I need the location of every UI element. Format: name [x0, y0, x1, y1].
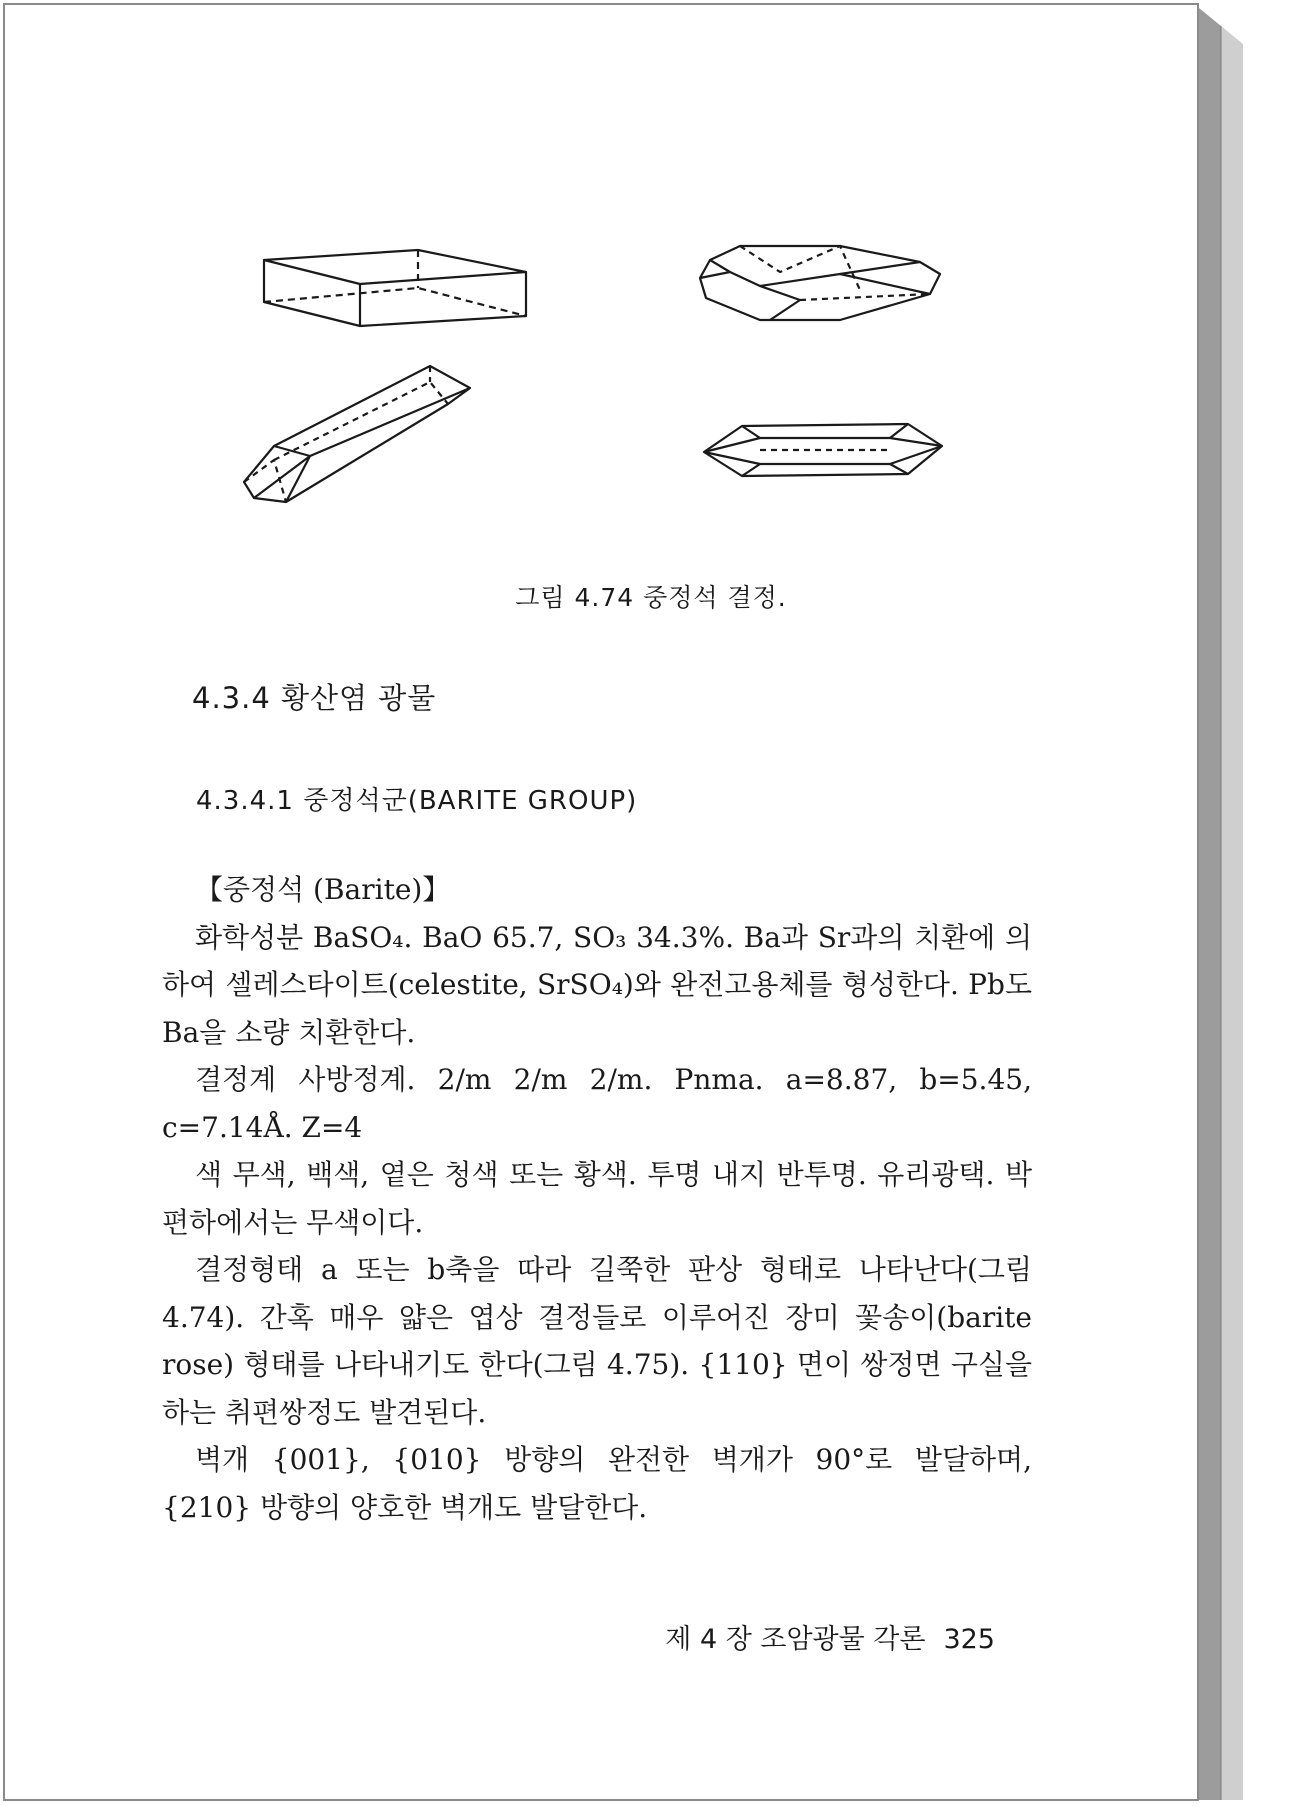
- prismatic-crystal-oblique: [244, 366, 470, 502]
- page-footer: [665, 1617, 995, 1656]
- section-heading: 4.3.4 황산염 광물: [192, 681, 437, 715]
- figure-caption: 그림 4.74 중정석 결정.: [515, 583, 787, 612]
- figure-crystals: [240, 230, 960, 550]
- mineral-title: 【중정석 (Barite)】: [195, 873, 451, 906]
- tabular-crystal: [264, 250, 526, 326]
- paragraph-composition: 화학성분 BaSO₄. BaO 65.7, SO₃ 34.3%. Ba과 Sr과의 치환에 의하여 셀레스타이트(celestite, SrSO₄)와 완전고용체를 형성한다. Pb도 Ba을 소량 치환한다.: [162, 920, 1032, 1049]
- book-page-edge: [1199, 8, 1243, 1800]
- paragraph-cleavage: 벽개 {001}, {010} 방향의 완전한 벽개가 90°로 발달하며, {210} 방향의 양호한 벽개도 발달한다.: [162, 1443, 1032, 1524]
- paragraph-crystal-system: 결정계 사방정계. 2/m 2/m 2/m. Pnma. a=8.87, b=5.45, c=7.14Å. Z=4: [162, 1063, 1032, 1144]
- subsection-heading: 4.3.4.1 중정석군(BARITE GROUP): [196, 786, 638, 816]
- chapter-title: 제 4 장 조암광물 각론: [665, 1624, 926, 1655]
- prismatic-crystal-horizontal: [704, 424, 942, 476]
- rounded-tabular-crystal: [700, 246, 940, 320]
- page-number: 325: [943, 1624, 995, 1655]
- paragraph-color: 색 무색, 백색, 옅은 청색 또는 황색. 투명 내지 반투명. 유리광택. 박편하에서는 무색이다.: [162, 1158, 1032, 1239]
- body-text: [162, 866, 1032, 1531]
- paragraph-crystal-habit: 결정형태 a 또는 b축을 따라 길쭉한 판상 형태로 나타난다(그림 4.74). 간혹 매우 얇은 엽상 결정들로 이루어진 장미 꽃송이(barite rose) 형태를 나타내기도 한다(그림 4.75). {110} 면이 쌍정면 구실을 하는 취편쌍정도 발견된다.: [162, 1253, 1032, 1429]
